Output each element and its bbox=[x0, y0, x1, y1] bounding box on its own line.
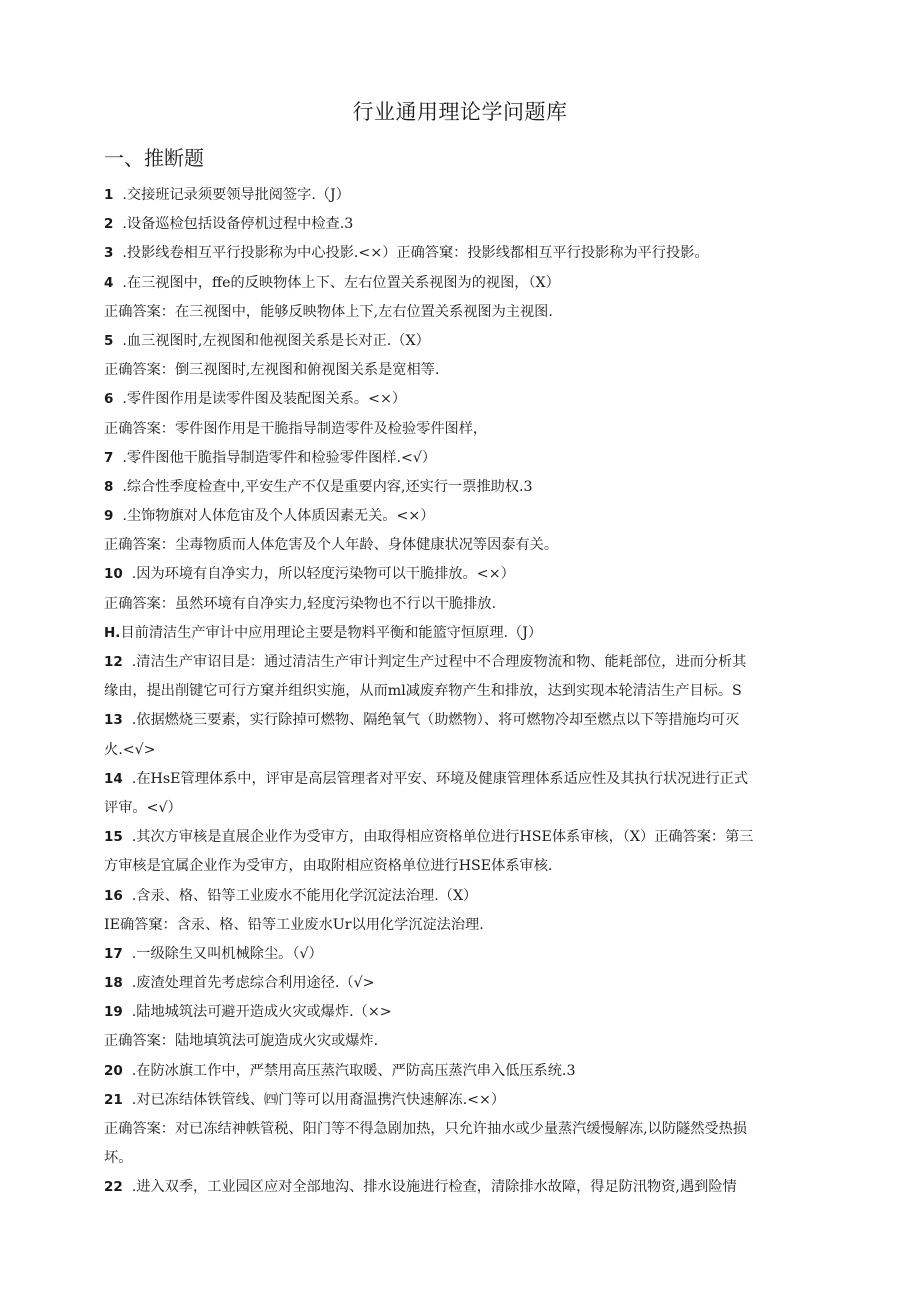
question-text: .设备巡检包括设备停机过程中检查.3 bbox=[122, 216, 354, 233]
question-line bbox=[104, 619, 816, 648]
question-line bbox=[104, 823, 816, 852]
question-number: 9 bbox=[104, 508, 114, 525]
question-number: 4 bbox=[104, 274, 114, 291]
question-line bbox=[104, 677, 816, 706]
question-line bbox=[104, 998, 816, 1027]
question-text: 正确答案：尘毒物质而人体危害及个人年龄、身体健康状况等因泰有关。 bbox=[104, 537, 559, 554]
question-text: 火.<√> bbox=[104, 741, 156, 758]
question-line bbox=[104, 940, 816, 969]
question-line bbox=[104, 269, 816, 298]
question-line bbox=[104, 1173, 816, 1202]
question-number: 6 bbox=[104, 391, 114, 408]
question-line bbox=[104, 969, 816, 998]
question-text: 评审。<√） bbox=[104, 799, 182, 816]
question-number: 7 bbox=[104, 449, 114, 466]
question-text: 正确答案：倒三视图时,左视图和俯视图关系是宽相等. bbox=[104, 362, 440, 379]
question-number: 2 bbox=[104, 216, 114, 233]
question-text: 方审核是宜属企业作为受审方，由取附相应资格单位进行HSE体系审核. bbox=[104, 858, 553, 875]
question-line bbox=[104, 852, 816, 881]
question-text: .其次方审核是直展企业作为受审方，由取得相应资格单位进行HSE体系审核，（X）正确答案：第三 bbox=[131, 829, 754, 846]
question-number: 18 bbox=[104, 975, 123, 992]
question-text: 坏。 bbox=[104, 1150, 133, 1167]
question-line bbox=[104, 356, 816, 385]
question-text: .综合性季度检查中,平安生产不仅是重要内容,还实行一票推助权.3 bbox=[122, 478, 533, 495]
question-text: IE确答窠：含汞、格、铅等工业废水Ur以用化学沉淀法治理. bbox=[104, 916, 484, 933]
question-number: 15 bbox=[104, 829, 123, 846]
question-number: 13 bbox=[104, 712, 123, 729]
question-number: 21 bbox=[104, 1091, 123, 1108]
question-number: 8 bbox=[104, 478, 114, 495]
question-text: 正确答案：对已冻结神帙管税、阳门等不得急剧加热，只允许抽水或少量蒸汽缓慢解冻,以防隧然受热损 bbox=[104, 1121, 747, 1137]
question-text: .依据燃烧三要素，实行除掉可燃物、隔绝氧气（助燃物）、将可燃物冷却至燃点以下等措施均可灭 bbox=[131, 712, 740, 729]
question-text: .在防冰旗工作中，严禁用高压蒸汽取暖、严防高压蒸汽串入低压系统.3 bbox=[131, 1062, 576, 1079]
question-line bbox=[104, 502, 816, 531]
question-number: 10 bbox=[104, 566, 123, 583]
question-line bbox=[104, 239, 816, 268]
section-heading: 一、推断题 bbox=[104, 146, 204, 170]
question-text: .一级除生又叫机械除尘。（√） bbox=[131, 945, 323, 962]
question-line bbox=[104, 473, 816, 502]
question-text: .废渣处理首先考虑综合利用途径.（√> bbox=[131, 975, 375, 992]
question-line bbox=[104, 590, 816, 619]
question-number: 22 bbox=[104, 1179, 123, 1196]
question-text: .因为环境有自净实力，所以轻度污染物可以干脆排放。<×） bbox=[131, 566, 515, 583]
question-text: 正确答案：虽然环境有自净实力,轻度污染物也不行以干脆排放. bbox=[104, 595, 497, 612]
question-number: H. bbox=[104, 624, 121, 641]
question-line bbox=[104, 648, 816, 677]
question-number: 5 bbox=[104, 332, 114, 349]
question-line bbox=[104, 736, 816, 765]
question-text: .进入双季，工业园区应对全部地沟、排水设施进行检查，清除排水故障，得足防汛物资,遇到险情 bbox=[131, 1179, 737, 1196]
question-text: .零件图作用是读零件图及装配图关系。<×） bbox=[122, 391, 407, 408]
question-text: .零件图他干脆指导制造零件和检验零件图样.<√） bbox=[122, 449, 437, 466]
question-line bbox=[104, 1086, 816, 1115]
question-line bbox=[104, 327, 816, 356]
question-line bbox=[104, 706, 816, 735]
question-text: 正确答案：陆地填筑法可旎造成火灾或爆炸. bbox=[104, 1033, 379, 1050]
question-line bbox=[104, 298, 816, 327]
question-line bbox=[104, 1027, 816, 1056]
question-text: .交接班记录须要领导批阅签字.（J） bbox=[122, 187, 350, 203]
question-number: 14 bbox=[104, 770, 123, 787]
question-text: .在HsE管理体系中，评审是高层管理者对平安、环境及健康管理体系适应性及其执行状况进行正式 bbox=[131, 770, 749, 787]
question-line bbox=[104, 181, 816, 210]
question-text: .对已冻结体铁管线、㈣门等可以用裔温携汽快速解冻.<×） bbox=[131, 1091, 506, 1108]
question-line bbox=[104, 444, 816, 473]
question-number: 20 bbox=[104, 1062, 123, 1079]
question-line bbox=[104, 765, 816, 794]
question-text: .陆地城筑法可避开造成火灾或爆炸.（×> bbox=[131, 1004, 392, 1021]
question-line bbox=[104, 560, 816, 589]
question-line bbox=[104, 882, 816, 911]
question-text: 正确答案：在三视图中，能够反映物体上下,左右位置关系视图为主视图. bbox=[104, 303, 553, 320]
question-line bbox=[104, 415, 816, 444]
question-text: 正确答案：零件图作用是干脆指导制造零件及检验零件图样， bbox=[104, 420, 488, 437]
question-text: .投影线卷相互平行投影称为中心投影.<×）正确答窠：投影线都相互平行投影称为平行投影。 bbox=[122, 245, 709, 262]
question-text: 目前清洁生产审计中应用理论主要是物料平衡和能篮守恒原理.（J） bbox=[120, 624, 543, 641]
question-line bbox=[104, 911, 816, 940]
question-line bbox=[104, 1144, 816, 1173]
question-number: 1 bbox=[104, 187, 114, 203]
question-text: 缘由，提出削键它可行方窠并组织实施，从而ml减废弃物产生和排放，达到实现本轮清洁生产目标。S bbox=[104, 683, 742, 700]
question-list bbox=[104, 181, 816, 1203]
question-text: .尘饰物旗对人体危宙及个人体质因素无关。<×） bbox=[122, 508, 435, 525]
question-line bbox=[104, 385, 816, 414]
question-number: 16 bbox=[104, 887, 123, 904]
question-number: 17 bbox=[104, 945, 123, 962]
question-line bbox=[104, 1115, 816, 1144]
question-text: .含汞、格、铅等工业废水不能用化学沉淀法治理.（X） bbox=[131, 887, 478, 904]
question-line bbox=[104, 1057, 816, 1086]
question-text: .清洁生产审诏目是：通过清洁生产审计判定生产过程中不合理废物流和物、能耗部位，进而分析其 bbox=[131, 654, 747, 670]
question-line bbox=[104, 531, 816, 560]
question-number: 3 bbox=[104, 245, 114, 262]
question-number: 12 bbox=[104, 654, 123, 670]
question-text: .血三视图时,左视图和他视图关系是长对正.（X） bbox=[122, 332, 430, 349]
question-line bbox=[104, 210, 816, 239]
question-text: .在三视图中，ffe的反映物体上下、左右位置关系视图为的视图，（X） bbox=[122, 274, 560, 291]
question-line bbox=[104, 794, 816, 823]
document-title: 行业通用理论学问题库 bbox=[352, 100, 568, 124]
question-number: 19 bbox=[104, 1004, 123, 1021]
